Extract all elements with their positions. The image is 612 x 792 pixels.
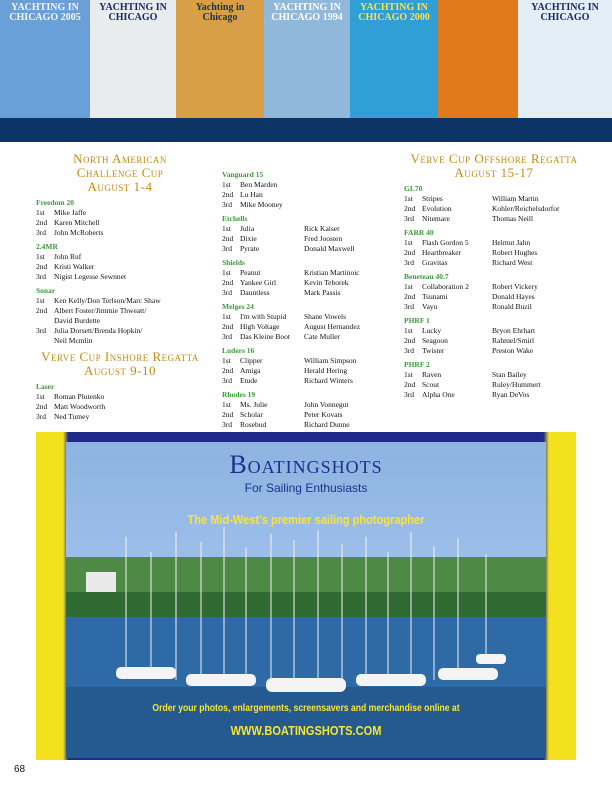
page-number: 68 — [14, 764, 26, 775]
magazine-cover-title: YACHTING IN CHICAGO 2005 — [9, 2, 81, 23]
result-row — [222, 410, 392, 420]
result-row — [404, 390, 584, 400]
place: 2nd — [404, 380, 416, 389]
result-row — [222, 400, 392, 410]
place: 1st — [404, 238, 413, 247]
skipper-name: August Hernandez — [304, 322, 361, 331]
place: 3rd — [404, 302, 414, 311]
place: 3rd — [222, 288, 232, 297]
boat-name: I'm with Stupid — [240, 312, 287, 321]
place: 1st — [404, 326, 413, 335]
result-row — [222, 224, 392, 234]
boat-name: David Burdette — [54, 316, 101, 325]
skipper-name: Kristian Martinoic — [304, 268, 360, 277]
results-column-3 — [404, 152, 584, 400]
result-row — [36, 262, 204, 272]
boat-name: Julia Dorsett/Brenda Hopkin/ — [54, 326, 143, 335]
class-name: Luders 16 — [222, 346, 255, 355]
class-results-group — [222, 170, 392, 430]
result-row — [36, 272, 204, 282]
magazine-cover — [264, 0, 350, 118]
place: 1st — [404, 370, 413, 379]
place: 2nd — [222, 278, 234, 287]
magazine-cover-title: Yachting in Chicago — [195, 2, 245, 23]
boat-name: Lu Han — [240, 190, 263, 199]
boat-name: Scholar — [240, 410, 263, 419]
result-row — [36, 336, 204, 346]
skipper-name: Herald Hering — [304, 366, 348, 375]
result-row — [222, 200, 392, 210]
boat-name: Das Kleine Boot — [240, 332, 290, 341]
result-row — [404, 326, 584, 336]
ad-website-link[interactable]: WWW.BOATINGSHOTS.COM — [230, 723, 382, 738]
boat-name: Evolution — [422, 204, 452, 213]
place: 1st — [36, 252, 45, 261]
regatta-date: August 9-10 — [84, 363, 156, 378]
skipper-name: Preston Wake — [492, 346, 534, 355]
boat-name: Rosebud — [240, 420, 267, 429]
skipper-name: Cate Muller — [304, 332, 341, 341]
place: 3rd — [36, 272, 46, 281]
boat-name: High Voltage — [240, 322, 280, 331]
regatta-title-offshore — [404, 152, 584, 180]
boat-name: Seagoon — [422, 336, 448, 345]
place: 3rd — [36, 228, 46, 237]
boat-name: Raven — [422, 370, 442, 379]
boat-name: Ben Marden — [240, 180, 278, 189]
header-band — [0, 118, 612, 142]
boat-name: Amiga — [240, 366, 261, 375]
magazine-cover-title: YACHTING IN CHICAGO — [99, 2, 167, 23]
result-row — [36, 252, 204, 262]
skipper-name: Fred Joosten — [304, 234, 343, 243]
result-row — [36, 218, 204, 228]
boat-name: Yankee Girl — [240, 278, 277, 287]
ad-order-text: Order your photos, enlargements, screensavers and merchandise online at — [152, 702, 460, 714]
place: 3rd — [222, 200, 232, 209]
boat-name: Julia — [240, 224, 255, 233]
place — [36, 316, 54, 326]
place: 3rd — [404, 390, 414, 399]
result-row — [404, 292, 584, 302]
place: 3rd — [36, 326, 46, 335]
result-row — [222, 278, 392, 288]
place: 2nd — [36, 306, 48, 315]
place: 1st — [36, 208, 45, 217]
place: 1st — [222, 224, 231, 233]
place: 1st — [404, 194, 413, 203]
boat-name: Matt Woodworth — [54, 402, 106, 411]
place: 1st — [222, 268, 231, 277]
class-results-group — [404, 184, 584, 400]
place: 2nd — [36, 262, 48, 271]
regatta-title-line: Verve Cup Inshore Regatta — [41, 349, 199, 364]
result-row — [222, 180, 392, 190]
skipper-name: Richard Winters — [304, 376, 353, 385]
skipper-name: Mark Passis — [304, 288, 341, 297]
boat-name: Karen Mitchell — [54, 218, 100, 227]
result-row — [222, 288, 392, 298]
result-row — [222, 332, 392, 342]
boat-name: Nigist Legesse Sewnnet — [54, 272, 127, 281]
place: 1st — [36, 296, 45, 305]
skipper-name: Donald Hayes — [492, 292, 535, 301]
result-row — [404, 346, 584, 356]
result-row — [222, 356, 392, 366]
boat-name: Lucky — [422, 326, 442, 335]
skipper-name: Stan Bailey — [492, 370, 527, 379]
skipper-name: Thomas Neill — [492, 214, 534, 223]
place: 2nd — [222, 234, 234, 243]
result-row — [404, 238, 584, 248]
result-row — [404, 380, 584, 390]
boat-name: Ms. Julie — [240, 400, 268, 409]
skipper-name: Kevin Teborek — [304, 278, 349, 287]
class-name: 2.4MR — [36, 242, 58, 251]
place — [36, 336, 54, 346]
class-name: Vanguard 15 — [222, 170, 264, 179]
boat-name: Ken Kelly/Don Terlson/Marc Shaw — [54, 296, 161, 305]
skipper-name: Peter Kovats — [304, 410, 343, 419]
regatta-title-line: Challenge Cup — [76, 165, 164, 180]
result-row — [404, 204, 584, 214]
result-row — [404, 248, 584, 258]
results-column-1 — [36, 152, 204, 422]
result-row — [36, 228, 204, 238]
skipper-name: William Simpson — [304, 356, 357, 365]
magazine-cover — [518, 0, 612, 118]
result-row — [36, 402, 204, 412]
boat-name: Neil Mcmlin — [54, 336, 93, 345]
magazine-cover — [176, 0, 264, 118]
ad-brand-name: Boatingshots — [229, 450, 383, 479]
skipper-name: Rick Kaiser — [304, 224, 340, 233]
result-row — [222, 312, 392, 322]
class-results-group — [36, 382, 204, 422]
boat-name: Peanut — [240, 268, 261, 277]
place: 3rd — [222, 244, 232, 253]
skipper-name: Shane Vowels — [304, 312, 347, 321]
result-row — [404, 214, 584, 224]
skipper-name: John Vonnegut — [304, 400, 349, 409]
ad-subtitle: For Sailing Enthusiasts — [244, 481, 368, 495]
boat-name: Etude — [240, 376, 258, 385]
magazine-cover — [438, 0, 518, 118]
boat-name: Vayu — [422, 302, 438, 311]
place: 1st — [36, 392, 45, 401]
result-row — [222, 244, 392, 254]
magazine-cover — [350, 0, 438, 118]
skipper-name: Bryon Ehrhart — [492, 326, 536, 335]
boat-name: Ned Tumey — [54, 412, 90, 421]
magazine-cover — [90, 0, 176, 118]
boat-name: John McRoberts — [54, 228, 104, 237]
boat-name: Flash Gordon 5 — [422, 238, 469, 247]
ad-tagline: The Mid-West's premier sailing photographer — [187, 512, 425, 527]
class-results-group — [36, 198, 204, 346]
magazine-cover-title: YACHTING IN CHICAGO 2000 — [358, 2, 430, 23]
class-name: Shields — [222, 258, 245, 267]
place: 1st — [222, 356, 231, 365]
place: 3rd — [222, 376, 232, 385]
skipper-name: Robert Vickery — [492, 282, 538, 291]
place: 2nd — [222, 322, 234, 331]
skipper-name: Rahmel/Smirl — [492, 336, 535, 345]
skipper-name: Ronald Buzil — [492, 302, 532, 311]
result-row — [222, 420, 392, 430]
result-row — [36, 316, 204, 326]
regatta-date: August 1-4 — [87, 179, 153, 194]
class-name: FARR 40 — [404, 228, 434, 237]
place: 1st — [404, 282, 413, 291]
class-name: Rhodes 19 — [222, 390, 256, 399]
boat-name: Gravitas — [422, 258, 448, 267]
magazine-cover-title: YACHTING IN CHICAGO — [531, 2, 599, 23]
regatta-title-line: North American — [73, 151, 167, 166]
class-name: Melges 24 — [222, 302, 254, 311]
boat-name: Pyrate — [240, 244, 260, 253]
result-row — [222, 366, 392, 376]
regatta-title-inshore — [36, 350, 204, 378]
place: 2nd — [222, 190, 234, 199]
boat-name: Alpha One — [422, 390, 455, 399]
skipper-name: Richard West — [492, 258, 533, 267]
result-row — [404, 302, 584, 312]
result-row — [36, 392, 204, 402]
regatta-date: August 15-17 — [454, 165, 534, 180]
boat-name: Dixie — [240, 234, 257, 243]
boat-name: Tsunami — [422, 292, 448, 301]
boat-name: Albert Foster/Jimmie Thweatt/ — [54, 306, 147, 315]
boat-name: Scout — [422, 380, 440, 389]
result-row — [36, 296, 204, 306]
result-row — [404, 336, 584, 346]
boat-name: Nitemare — [422, 214, 450, 223]
result-row — [222, 234, 392, 244]
place: 3rd — [36, 412, 46, 421]
place: 3rd — [404, 214, 414, 223]
result-row — [404, 258, 584, 268]
place: 2nd — [404, 292, 416, 301]
skipper-name: Donald Maxwell — [304, 244, 355, 253]
class-name: Beneteau 40.7 — [404, 272, 449, 281]
boat-name: Collaboration 2 — [422, 282, 469, 291]
place: 3rd — [404, 346, 414, 355]
result-row — [222, 322, 392, 332]
place: 3rd — [222, 332, 232, 341]
class-name: Freedom 20 — [36, 198, 74, 207]
skipper-name: Kohler/Reichelsdorfor — [492, 204, 560, 213]
boat-name: Kristi Walker — [54, 262, 95, 271]
result-row — [404, 370, 584, 380]
boat-name: Roman Plutenko — [54, 392, 105, 401]
place: 2nd — [36, 218, 48, 227]
class-name: PHRF 2 — [404, 360, 430, 369]
results-column-2 — [222, 166, 392, 430]
place: 2nd — [36, 402, 48, 411]
place: 2nd — [222, 410, 234, 419]
place: 3rd — [222, 420, 232, 429]
boat-name: Heartbreaker — [422, 248, 462, 257]
skipper-name: Ruley/Hummert — [492, 380, 541, 389]
regatta-title-north-american — [36, 152, 204, 194]
skipper-name: Helmut Jahn — [492, 238, 531, 247]
boat-name: Mike Mooney — [240, 200, 283, 209]
place: 1st — [222, 400, 231, 409]
result-row — [36, 326, 204, 336]
regatta-title-line: Verve Cup Offshore Regatta — [410, 151, 578, 166]
skipper-name: Robert Hughes — [492, 248, 538, 257]
result-row — [222, 268, 392, 278]
place: 2nd — [404, 204, 416, 213]
place: 1st — [222, 180, 231, 189]
boat-name: Mike Jaffe — [54, 208, 87, 217]
class-name: Sonar — [36, 286, 56, 295]
class-name: Etchells — [222, 214, 248, 223]
boat-name: Twister — [422, 346, 445, 355]
boat-name: John Ruf — [54, 252, 82, 261]
skipper-name: William Martin — [492, 194, 539, 203]
place: 3rd — [404, 258, 414, 267]
magazine-cover-title: YACHTING IN CHICAGO 1994 — [271, 2, 343, 23]
skipper-name: Ryan DeVos — [492, 390, 530, 399]
skipper-name: Richard Dunne — [304, 420, 350, 429]
result-row — [404, 194, 584, 204]
result-row — [222, 190, 392, 200]
place: 2nd — [404, 248, 416, 257]
result-row — [36, 208, 204, 218]
class-name: GL70 — [404, 184, 423, 193]
class-name: Laser — [36, 382, 55, 391]
result-row — [222, 376, 392, 386]
magazine-cover — [0, 0, 90, 118]
boat-name: Dauntless — [240, 288, 270, 297]
result-row — [404, 282, 584, 292]
result-row — [36, 412, 204, 422]
boat-name: Stripes — [422, 194, 443, 203]
class-name: PHRF 1 — [404, 316, 430, 325]
place: 2nd — [222, 366, 234, 375]
place: 2nd — [404, 336, 416, 345]
result-row — [36, 306, 204, 316]
boat-name: Clipper — [240, 356, 263, 365]
place: 1st — [222, 312, 231, 321]
